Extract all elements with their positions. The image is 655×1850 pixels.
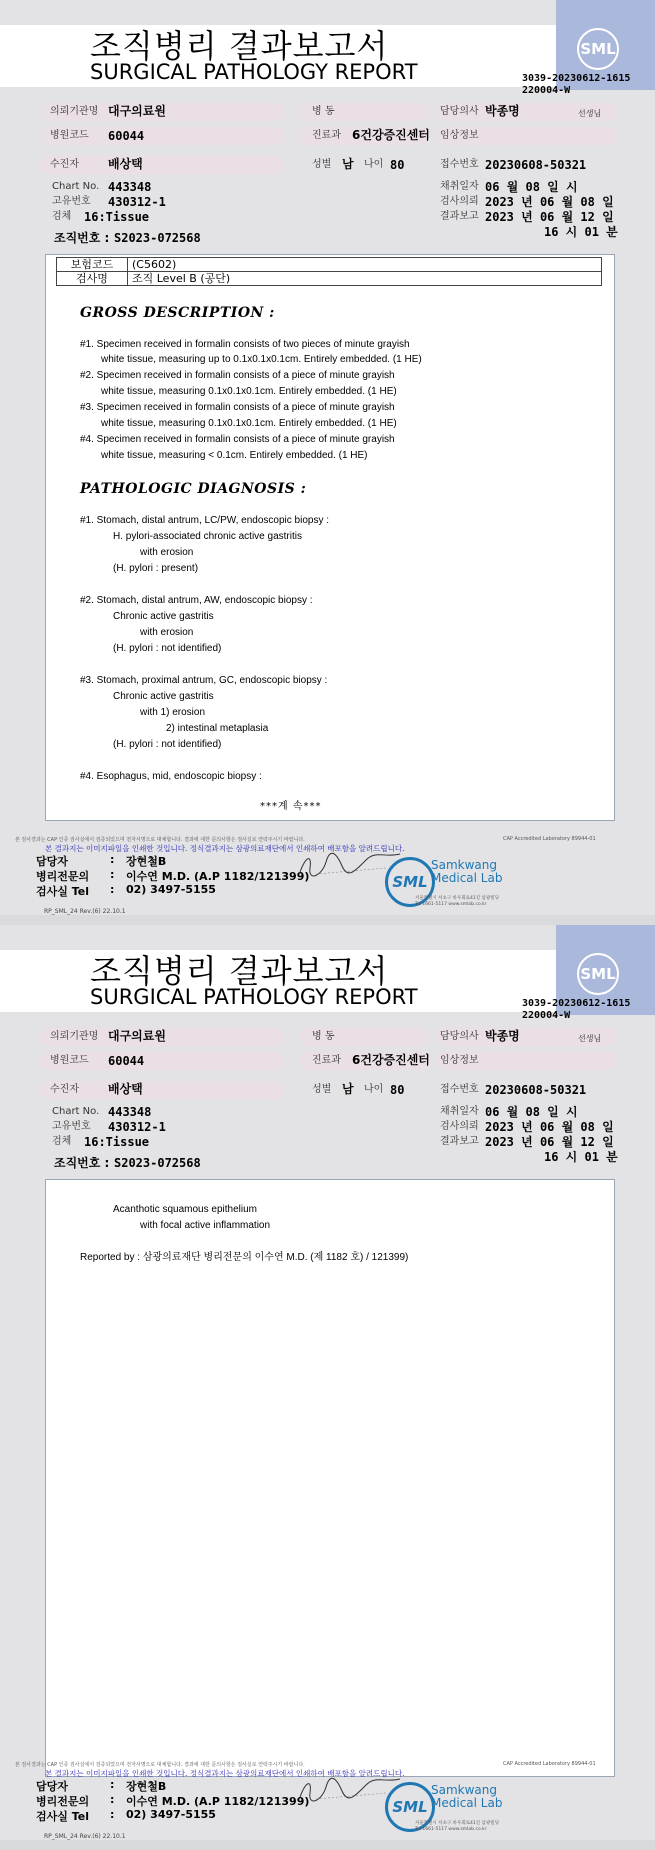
report-page-2: SML 조직병리 결과보고서 SURGICAL PATHOLOGY REPORT 3039-20230612-1615 220004-W 의뢰기관명 대구의료원 병 동 담당의사 박종명 선생님 병원코드 60044 진료과 6건강증진센터 임상정보 수진자 배상택 성별 남 나이 80 접수번호 20230608-50321 Chart No. 443348 고유번호 430312-1 검체 16:Tissue 채취일자 06 월 08 일 시 검사의뢰 2023 년 06 월 08 일 결과보고 2023 년 06 월 12 일 16 시 01 분 조직번호 : S2023-072568 Acanthotic squamous epithelium with focal active inflammation Reported by : 삼광의료재단 병리전문의 이수연 M.D. (제 1182 호) / 121399) 본 검사결과는 CAP 인증 검사실에서 검증되었으며 전자서명으로 대체합니다. 결과에 대한 문의사항은 검사실로 연락주시기 바랍니다. CAP Accredited Laboratory 89944-01 본 결과지는 이미지파일을 인쇄한 것입니다. 정식결과지는 삼광의료재단에서 인쇄하여 배포함을 알려드립니다. 담당자 : 장현철B 병리전문의 : 이수연 M.D. (A.P 1182/121399) 검사실 Tel : 02) 3497-5155 RP_SML_24 Rev.(6) 22.10.1 SML Samkwang Medical Lab 서울특별시 서초구 바우뫼로41길 삼광빌딩 Tel 1661-5117 www.smlab.co.kr	[0, 925, 655, 1840]
pathologist-value: 이수연 M.D. (A.P 1182/121399)	[126, 1795, 310, 1808]
manager-value: 장현철B	[126, 1780, 167, 1793]
hospital-code-value: 60044	[108, 129, 145, 143]
patient-name-value: 배상택	[108, 1082, 143, 1096]
patient-name-label: 수진자	[50, 159, 79, 170]
sex-label: 성별	[312, 159, 332, 170]
document-id: 3039-20230612-1615 220004-W	[522, 998, 631, 1021]
diagnosis-line: Acanthotic squamous epithelium	[113, 1204, 257, 1215]
diagnosis-line: Chronic active gastritis	[113, 691, 214, 702]
diagnosis-line: with focal active inflammation	[140, 1220, 271, 1231]
diagnosis-line: #3. Stomach, proximal antrum, GC, endoscopic biopsy :	[80, 675, 328, 686]
chart-label: Chart No.	[52, 181, 100, 192]
chart-value: 443348	[108, 1105, 152, 1119]
reception-label: 접수번호	[440, 159, 479, 170]
tel-value: 02) 3497-5155	[126, 883, 216, 896]
patient-name-label: 수진자	[50, 1084, 79, 1095]
sex-value: 남	[342, 157, 354, 171]
dept-label: 진료과	[312, 130, 341, 141]
ward-label: 병 동	[312, 1031, 335, 1042]
diagnosis-line: (H. pylori : not identified)	[113, 739, 222, 750]
hospital-code-label: 병원코드	[50, 130, 89, 141]
insurance-code-value: (C5602)	[128, 258, 602, 272]
pathologist-label: 병리전문의	[36, 870, 90, 883]
unique-value: 430312-1	[108, 195, 166, 209]
samkwang-logo-icon: SML	[385, 857, 435, 907]
request-value: 2023 년 06 월 08 일	[485, 1120, 614, 1134]
diagnosis-line: #2. Stomach, distal antrum, AW, endoscopic biopsy :	[80, 595, 313, 606]
tissue-no-label: 조직번호 :	[54, 231, 110, 245]
clinical-label: 임상정보	[440, 1055, 479, 1066]
specimen-value: 16:Tissue	[84, 1135, 150, 1149]
test-name-value: 조직 Level B (공단)	[128, 272, 602, 286]
institution-value: 대구의료원	[108, 104, 166, 118]
age-label: 나이	[364, 159, 384, 170]
dept-value: 6건강증진센터	[352, 1053, 430, 1067]
doctor-suffix: 선생님	[578, 109, 602, 118]
unique-label: 고유번호	[52, 1121, 91, 1132]
chart-value: 443348	[108, 180, 152, 194]
samkwang-logo: SML Samkwang Medical Lab 서울특별시 서초구 바우뫼로41길 삼광빌딩 Tel 1661-5117 www.smlab.co.kr	[385, 855, 560, 910]
doctor-label: 담당의사	[440, 106, 479, 117]
hospital-code-label: 병원코드	[50, 1055, 89, 1066]
continued-marker: ***계 속***	[260, 801, 322, 812]
revision-code: RP_SML_24 Rev.(6) 22.10.1	[44, 1833, 126, 1840]
title-english: SURGICAL PATHOLOGY REPORT	[90, 985, 418, 1009]
diagnosis-line: H. pylori-associated chronic active gastritis	[113, 531, 302, 542]
samkwang-logo-icon: SML	[385, 1782, 435, 1832]
reception-value: 20230608-50321	[485, 158, 587, 172]
sml-logo-icon: SML	[577, 953, 619, 995]
chart-label: Chart No.	[52, 1106, 100, 1117]
gross-line: #2. Specimen received in formalin consists of a piece of minute grayish	[80, 370, 395, 381]
tissue-no-value: S2023-072568	[114, 1156, 201, 1170]
diagnosis-line: with erosion	[140, 547, 194, 558]
image-print-warning: 본 결과지는 이미지파일을 인쇄한 것입니다. 정식결과지는 삼광의료재단에서 인쇄하여 배포함을 알려드립니다.	[45, 1769, 405, 1778]
specimen-value: 16:Tissue	[84, 210, 150, 224]
gross-heading: GROSS DESCRIPTION :	[80, 305, 275, 321]
diagnosis-line: (H. pylori : not identified)	[113, 643, 222, 654]
doctor-label: 담당의사	[440, 1031, 479, 1042]
doctor-suffix: 선생님	[578, 1034, 602, 1043]
report-body	[45, 1179, 615, 1777]
report-time-value: 16 시 01 분	[544, 1150, 618, 1164]
manager-label: 담당자	[36, 1780, 68, 1793]
gross-line: #3. Specimen received in formalin consists of a piece of minute grayish	[80, 402, 395, 413]
diagnosis-line: (H. pylori : present)	[113, 563, 199, 574]
pathologist-value: 이수연 M.D. (A.P 1182/121399)	[126, 870, 310, 883]
report-date-value: 2023 년 06 월 12 일	[485, 1135, 614, 1149]
age-label: 나이	[364, 1084, 384, 1095]
diagnosis-heading: PATHOLOGIC DIAGNOSIS :	[80, 481, 307, 497]
sml-logo-icon: SML	[577, 28, 619, 70]
revision-code: RP_SML_24 Rev.(6) 22.10.1	[44, 908, 126, 915]
unique-label: 고유번호	[52, 196, 91, 207]
gross-line: white tissue, measuring 0.1x0.1x0.1cm. Entirely embedded. (1 HE)	[101, 418, 397, 429]
collect-label: 채취일자	[440, 1106, 479, 1117]
title-korean: 조직병리 결과보고서	[90, 952, 389, 990]
age-value: 80	[390, 158, 405, 172]
manager-value: 장현철B	[126, 855, 167, 868]
gross-line: white tissue, measuring < 0.1cm. Entirely embedded. (1 HE)	[101, 450, 368, 461]
diagnosis-line: #1. Stomach, distal antrum, LC/PW, endoscopic biopsy :	[80, 515, 330, 526]
gross-line: white tissue, measuring 0.1x0.1x0.1cm. Entirely embedded. (1 HE)	[101, 386, 397, 397]
tissue-no-label: 조직번호 :	[54, 1156, 110, 1170]
test-name-label: 검사명	[57, 272, 128, 286]
institution-label: 의뢰기관명	[50, 1031, 99, 1042]
diagnosis-line: Chronic active gastritis	[113, 611, 214, 622]
title-english: SURGICAL PATHOLOGY REPORT	[90, 60, 418, 84]
gross-line: white tissue, measuring up to 0.1x0.1x0.1cm. Entirely embedded. (1 HE)	[101, 354, 422, 365]
patient-name-value: 배상택	[108, 157, 143, 171]
request-value: 2023 년 06 월 08 일	[485, 195, 614, 209]
document-id: 3039-20230612-1615 220004-W	[522, 73, 631, 96]
table-row	[57, 258, 602, 272]
report-date-label: 결과보고	[440, 211, 479, 222]
clinical-label: 임상정보	[440, 130, 479, 141]
report-time-value: 16 시 01 분	[544, 225, 618, 239]
tel-label: 검사실 Tel	[36, 885, 89, 898]
reported-by: Reported by : 삼광의료재단 병리전문의 이수연 M.D. (제 1182 호) / 121399)	[80, 1252, 409, 1263]
title-korean: 조직병리 결과보고서	[90, 27, 389, 65]
diagnosis-line: #4. Esophagus, mid, endoscopic biopsy :	[80, 771, 262, 782]
manager-label: 담당자	[36, 855, 68, 868]
sex-value: 남	[342, 1082, 354, 1096]
table-row	[57, 272, 602, 286]
micro-notice: 본 검사결과는 CAP 인증 검사실에서 검증되었으며 전자서명으로 대체합니다. 결과에 대한 문의사항은 검사실로 연락주시기 바랍니다.	[15, 837, 305, 843]
image-print-warning: 본 결과지는 이미지파일을 인쇄한 것입니다. 정식결과지는 삼광의료재단에서 인쇄하여 배포함을 알려드립니다.	[45, 844, 405, 853]
report-page-1: SML 조직병리 결과보고서 SURGICAL PATHOLOGY REPORT 3039-20230612-1615 220004-W 의뢰기관명 대구의료원 병 동 담당의사 박종명 선생님 병원코드 60044 진료과 6건강증진센터 임상정보 수진자 배상택 성별 남 나이 80 접수번호 20230608-50321 Chart No. 443348 고유번호 430312-1 검체 16:Tissue 채취일자 06 월 08 일 시 검사의뢰 2023 년 06 월 08 일 결과보고 2023 년 06 월 12 일 16 시 01 분 조직번호 : S2023-072568 보험코드 (C5602) 검사명 조직 Level B (공단) GROSS DESCRIPTION : #1. Specimen received in formalin consists of two pieces of minute grayish white tissue, measuring up to 0.1x0.1x0.1cm. Entirely embedded. (1 HE) #2. Specimen received in formalin consists of a piece of minute grayish white tissue, measuring 0.1x0.1x0.1cm. Entirely embedded. (1 HE) #3. Specimen received in formalin consists of a piece of minute grayish white tissue, measuring 0.1x0.1x0.1cm. Entirely embedded. (1 HE) #4. Specimen received in formalin consists of a piece of minute grayish white tissue, measuring < 0.1cm. Entirely embedded. (1 HE) PATHOLOGIC DIAGNOSIS : #1. Stomach, distal antrum, LC/PW, endoscopic biopsy : H. pylori-associated chronic active gastritis with erosion (H. pylori : present) #2. Stomach, distal antrum, AW, endoscopic biopsy : Chronic active gastritis with erosion (H. pylori : not identified) #3. Stomach, proximal antrum, GC, endoscopic biopsy : Chronic active gastritis with 1) erosion 2) intestinal metaplasia (H. pylori : not identified) #4. Esophagus, mid, endoscopic biopsy : ***계 속*** 본 검사결과는 CAP 인증 검사실에서 검증되었으며 전자서명으로 대체합니다. 결과에 대한 문의사항은 검사실로 연락주시기 바랍니다. CAP Accredited Laboratory 89944-01 본 결과지는 이미지파일을 인쇄한 것입니다. 정식결과지는 삼광의료재단에서 인쇄하여 배포함을 알려드립니다. 담당자 : 장현철B 병리전문의 : 이수연 M.D. (A.P 1182/121399) 검사실 Tel : 02) 3497-5155 RP_SML_24 Rev.(6) 22.10.1 SML Samkwang Medical Lab 서울특별시 서초구 바우뫼로41길 삼광빌딩 Tel 1661-5117 www.smlab.co.kr	[0, 0, 655, 915]
pathologist-label: 병리전문의	[36, 1795, 90, 1808]
cap-accreditation: CAP Accredited Laboratory 89944-01	[503, 836, 596, 842]
tel-label: 검사실 Tel	[36, 1810, 89, 1823]
collect-value: 06 월 08 일 시	[485, 180, 578, 194]
test-table	[56, 257, 602, 286]
tel-value: 02) 3497-5155	[126, 1808, 216, 1821]
gross-line: #4. Specimen received in formalin consists of a piece of minute grayish	[80, 434, 395, 445]
gross-line: #1. Specimen received in formalin consists of two pieces of minute grayish	[80, 339, 410, 350]
doctor-value: 박종명	[485, 104, 520, 118]
age-value: 80	[390, 1083, 405, 1097]
collect-label: 채취일자	[440, 181, 479, 192]
report-date-value: 2023 년 06 월 12 일	[485, 210, 614, 224]
specimen-label: 검체	[52, 1136, 72, 1147]
doctor-value: 박종명	[485, 1029, 520, 1043]
institution-value: 대구의료원	[108, 1029, 166, 1043]
diagnosis-line: with erosion	[140, 627, 194, 638]
request-label: 검사의뢰	[440, 1121, 479, 1132]
tissue-no-value: S2023-072568	[114, 231, 201, 245]
institution-label: 의뢰기관명	[50, 106, 99, 117]
reception-label: 접수번호	[440, 1084, 479, 1095]
dept-label: 진료과	[312, 1055, 341, 1066]
hospital-code-value: 60044	[108, 1054, 145, 1068]
collect-value: 06 월 08 일 시	[485, 1105, 578, 1119]
insurance-code-label: 보험코드	[57, 258, 128, 272]
dept-value: 6건강증진센터	[352, 128, 430, 142]
samkwang-logo: SML Samkwang Medical Lab 서울특별시 서초구 바우뫼로41길 삼광빌딩 Tel 1661-5117 www.smlab.co.kr	[385, 1780, 560, 1835]
report-date-label: 결과보고	[440, 1136, 479, 1147]
micro-notice: 본 검사결과는 CAP 인증 검사실에서 검증되었으며 전자서명으로 대체합니다. 결과에 대한 문의사항은 검사실로 연락주시기 바랍니다.	[15, 1762, 305, 1768]
ward-label: 병 동	[312, 106, 335, 117]
request-label: 검사의뢰	[440, 196, 479, 207]
diagnosis-line: with 1) erosion	[140, 707, 206, 718]
sex-label: 성별	[312, 1084, 332, 1095]
specimen-label: 검체	[52, 211, 72, 222]
reception-value: 20230608-50321	[485, 1083, 587, 1097]
diagnosis-line: 2) intestinal metaplasia	[166, 723, 269, 734]
unique-value: 430312-1	[108, 1120, 166, 1134]
report-body	[45, 254, 615, 821]
cap-accreditation: CAP Accredited Laboratory 89944-01	[503, 1761, 596, 1767]
